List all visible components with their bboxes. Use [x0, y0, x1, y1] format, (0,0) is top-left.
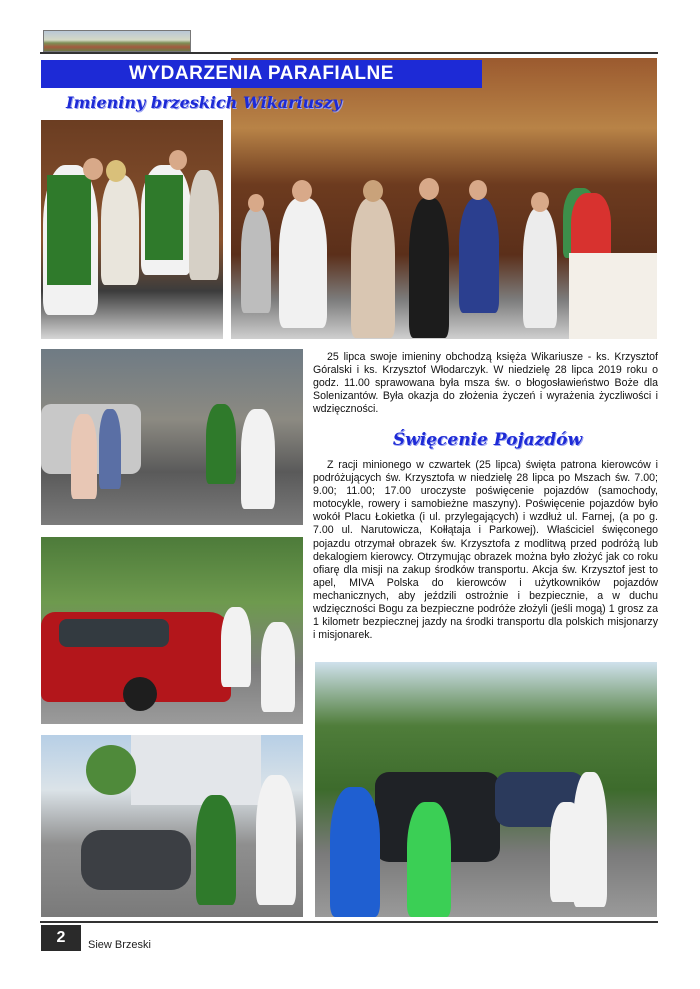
person-figure — [99, 409, 121, 489]
altar-boy-figure — [261, 622, 295, 712]
person-head — [169, 150, 187, 170]
photo-motorcycle-blessing — [41, 735, 303, 917]
section-title: WYDARZENIA PARAFIALNE — [41, 60, 482, 88]
article-text-vehicle-blessing: Z racji minionego w czwartek (25 lipca) święta patrona kierowców i podróżujących św. Krzysztofa w niedzielę 28 lipca po Mszach św. 7.00; 9.00; 11.00; 17.00 uroczyste poświęcenie pojazdów (samochody, motocykle, rowery i samobieżne maszyny). Poświęcenie pojazdów było wokół Placu Łokietka (i ul. przylegających) i wzdłuż ul. Farnej, (a po g. 7.00 ul. Narutowicza, Kołłątaja i Parkowej). Właściciel święconego pojazdu otrzymał obrazek św. Krzysztofa z modlitwą przed podróżą lub dekalogiem kierowcy. Otrzymując obrazek można było złożyć jak co roku ofiarę dla misji na zakup środków transportu. Akcja św. Krzysztof jest to apel, MIVA Polska do kierowców i użytkowników pojazdów mechanicznych, aby jeździli ostrożnie i bezpiecznie, a w duchu wdzięczności Bogu za bezpieczne podróże złożyli (jeśli mogą) 1 grosz za 1 kilometr bezpiecznej jazdy na środki transportu dla polskich misjonarzy i misjonarek. — [313, 459, 658, 642]
altar-boy-figure — [241, 409, 275, 509]
person-head — [363, 180, 383, 202]
person-head — [531, 192, 549, 212]
person-figure — [409, 198, 449, 338]
person-head — [83, 158, 103, 180]
page-number: 2 — [41, 925, 81, 951]
article-subtitle-name-day: Imieniny brzeskich Wikariuszy — [66, 93, 342, 112]
photo-flower-wishes — [41, 120, 223, 339]
person-figure — [351, 198, 395, 338]
tree — [86, 745, 136, 795]
article-subtitle-vehicle-blessing: Święcenie Pojazdów — [392, 430, 583, 450]
car-wheel — [123, 677, 157, 711]
person-figure — [71, 414, 97, 499]
photo-red-car-blessing — [41, 537, 303, 724]
photo-street-blessing — [41, 349, 303, 525]
person-head — [292, 180, 312, 202]
boy-figure — [523, 208, 557, 328]
priest-figure — [573, 772, 607, 907]
priest-figure — [221, 607, 251, 687]
article-text-name-day: 25 lipca swoje imieniny obchodzą księża Wikariusze - ks. Krzysztof Góralski i ks. Krzysztof Włodarczyk. W niedzielę 28 lipca 2019 roku o godz. 11.00 sprawowana była msza św. o błogosławieństwo Boże dla Solenizantów. Była okazja do złożenia życzeń i wyrażenia życzliwości i wdzięczności. — [313, 351, 658, 416]
motorcycle — [81, 830, 191, 890]
header-town-photo — [43, 30, 191, 52]
person-figure — [459, 198, 499, 313]
altar-table — [569, 253, 657, 339]
person-figure — [101, 175, 139, 285]
person-head — [106, 160, 126, 182]
altar-boy-figure — [256, 775, 296, 905]
green-stole — [145, 175, 183, 260]
priest-figure — [196, 795, 236, 905]
person-head — [419, 178, 439, 200]
person-head — [248, 194, 264, 212]
photo-black-car-blessing — [315, 662, 657, 917]
car-window — [59, 619, 169, 647]
priest-figure — [206, 404, 236, 484]
person-head — [469, 180, 487, 200]
building — [131, 735, 261, 805]
green-stole — [47, 175, 91, 285]
priest-figure — [279, 198, 327, 328]
header-divider — [40, 52, 658, 54]
magazine-name: Siew Brzeski — [88, 939, 151, 951]
footer-divider — [40, 921, 658, 923]
person-figure — [241, 208, 271, 313]
person-figure — [189, 170, 219, 280]
boy-figure — [407, 802, 451, 917]
person-figure — [330, 787, 380, 917]
